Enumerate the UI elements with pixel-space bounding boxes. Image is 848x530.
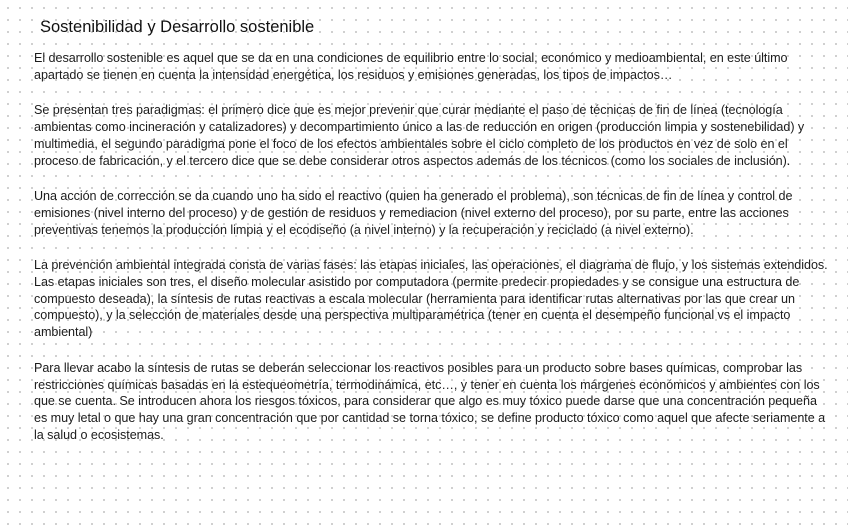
document-page bbox=[34, 14, 830, 462]
paragraph-3: Una acción de corrección se da cuando uno ha sido el reactivo (quien ha generado el problema), son técnicas de fin de línea y control de emisiones (nivel interno del proceso) y de gestión de residuos y remediacion (nivel externo del proceso), por su parte, entre las acciones preventivas tenemos la producción limpia y el ecodiseño (a nivel interno) y la recuperación y reciclado (a nivel externo). bbox=[34, 189, 793, 237]
paragraph-1: El desarrollo sostenible es aquel que se da en una condiciones de equilibrio entre lo social, económico y medioambiental, en este último apartado se tienen en cuenta la intensidad energética, los residuos y emisiones generadas, los tipos de impactos… bbox=[34, 51, 788, 82]
paragraph-4: La prevención ambiental integrada consta de varias fases: las etapas iniciales, las operaciones, el diagrama de flujo, y los sistemas extendidos. Las etapas iniciales son tres, el diseño molecular asistido por computadora (permite predecir propiedades y se consigue una estructura de compuesto deseada), la síntesis de rutas reactivas a escala molecular (herramienta para identificar rutas alternativas por las que crear un compuesto), y la selección de materiales desde una perspectiva multiparamétrica (tener en cuenta el desempeño funcional vs el impacto ambiental) bbox=[34, 258, 828, 340]
document-title: Sostenibilidad y Desarrollo sostenible bbox=[40, 18, 315, 36]
paragraph-2: Se presentan tres paradigmas: el primero dice que es mejor prevenir que curar mediante el paso de técnicas de fin de línea (tecnología ambientas como incineración y catalizadores) y decompartimiento único a las de reducción en origen (producción limpia y sostenebilidad) y multimedia, el segundo paradigma pone el foco de los efectos ambientales sobre el ciclo completo de los productos en vez de solo en el proceso de fabricación, y el tercero dice que se debe considerar otros aspectos además de los técnicos (como los sociales de inclusión). bbox=[34, 103, 805, 168]
paragraph-5: Para llevar acabo la síntesis de rutas se deberán seleccionar los reactivos posibles para un producto sobre bases químicas, comprobar las restricciones químicas basadas en la estequeometría, termodinámica, etc…, y tener en cuenta los márgenes económicos y ambientes con los que se cuenta. Se introducen ahora los riesgos tóxicos, para considerar que algo es muy tóxico puede darse que una concentración pequeña es muy letal o que hay una gran concentración que por cantidad se torna tóxico, se define producto tóxico como aquel que afecte seriamente a la salud o ecosistemas. bbox=[34, 360, 826, 442]
